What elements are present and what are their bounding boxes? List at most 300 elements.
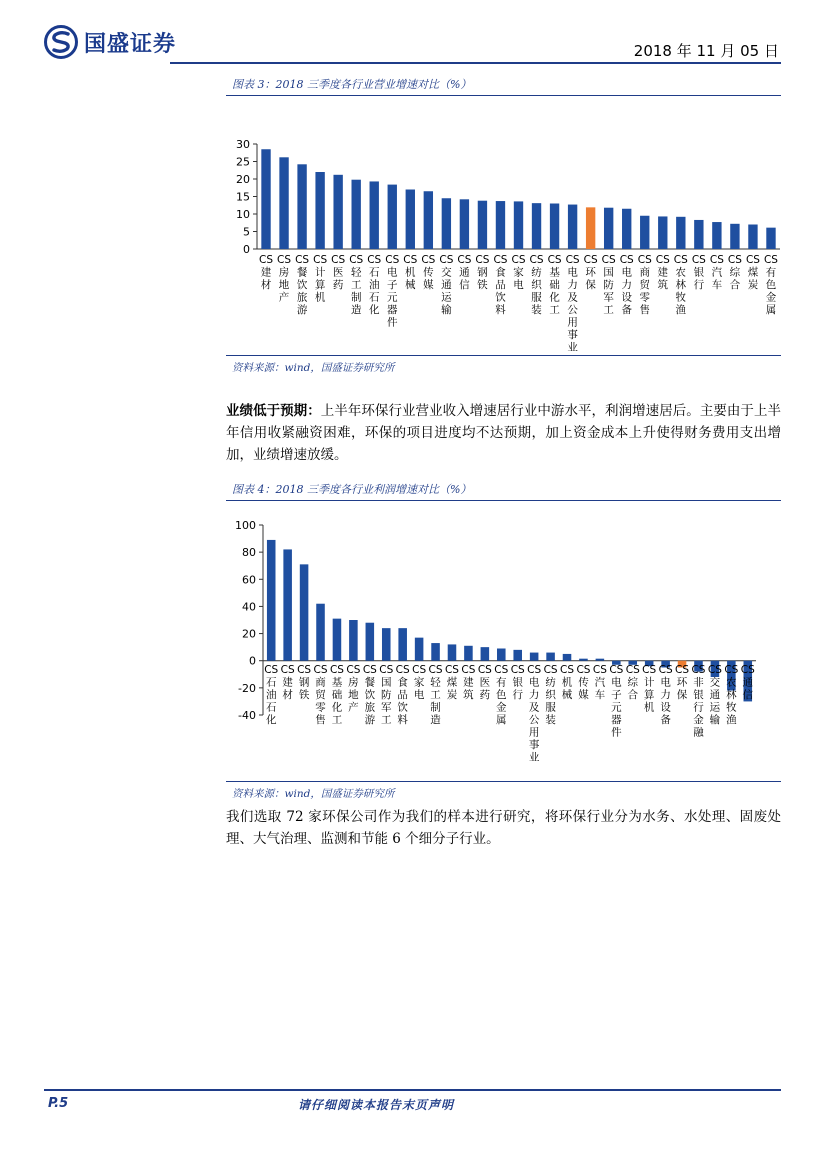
bar-19 bbox=[563, 654, 572, 661]
x-tick-char: 服 bbox=[545, 701, 556, 714]
x-tick-char: 地 bbox=[278, 279, 290, 291]
x-tick-char: 料 bbox=[495, 304, 506, 316]
x-tick-char: 林 bbox=[726, 689, 737, 701]
x-tick-char: 通 bbox=[459, 266, 470, 279]
x-tick-label bbox=[379, 664, 393, 726]
x-tick-label bbox=[656, 254, 670, 291]
x-tick-char: 电 bbox=[567, 266, 578, 279]
x-tick-char: CS bbox=[763, 254, 778, 266]
x-tick-char: 造 bbox=[350, 304, 362, 316]
x-tick-char: 公 bbox=[567, 304, 578, 316]
x-tick-char: CS bbox=[494, 664, 509, 676]
x-tick-char: 电 bbox=[611, 676, 622, 689]
bar-14 bbox=[496, 201, 505, 249]
x-tick-char: CS bbox=[691, 664, 706, 676]
x-tick-char: 轻 bbox=[350, 266, 362, 279]
x-tick-char: 综 bbox=[729, 266, 741, 279]
x-tick-char: 保 bbox=[676, 689, 688, 701]
x-tick-char: CS bbox=[280, 664, 295, 676]
x-tick-char: 家 bbox=[513, 266, 524, 279]
x-tick-char: 础 bbox=[549, 279, 560, 291]
x-tick-char: 工 bbox=[603, 304, 614, 316]
bar-10 bbox=[415, 638, 424, 661]
x-tick-char: 产 bbox=[278, 291, 290, 304]
x-tick-char: CS bbox=[560, 664, 575, 676]
x-tick-char: 防 bbox=[381, 689, 392, 701]
x-tick-char: 服 bbox=[531, 291, 542, 304]
x-tick-char: 装 bbox=[545, 714, 556, 726]
x-tick-label bbox=[439, 254, 453, 316]
x-tick-char: 合 bbox=[627, 689, 638, 701]
bar-1 bbox=[261, 149, 270, 249]
x-tick-char: CS bbox=[527, 664, 542, 676]
x-tick-char: 力 bbox=[528, 689, 540, 701]
x-tick-label bbox=[295, 254, 309, 316]
x-tick-char: 军 bbox=[381, 701, 392, 714]
x-tick-char: CS bbox=[412, 664, 427, 676]
x-tick-char: 力 bbox=[660, 689, 671, 701]
x-tick-char: 用 bbox=[528, 726, 540, 739]
x-tick-char: 色 bbox=[496, 689, 507, 701]
figure3-bottom-rule bbox=[226, 355, 781, 356]
x-tick-label bbox=[576, 664, 590, 701]
x-tick-char: CS bbox=[379, 664, 394, 676]
x-tick-char: CS bbox=[349, 254, 364, 266]
x-tick-char: 础 bbox=[331, 689, 343, 701]
x-tick-char: 基 bbox=[331, 676, 343, 689]
x-tick-label bbox=[764, 254, 778, 316]
x-tick-char: 事 bbox=[528, 739, 540, 751]
x-tick-char: 机 bbox=[314, 291, 326, 304]
x-tick-char: 算 bbox=[314, 279, 326, 291]
x-tick-char: 建 bbox=[463, 676, 474, 689]
x-tick-label bbox=[609, 664, 623, 739]
bar-11 bbox=[431, 643, 440, 661]
footer-divider bbox=[44, 1089, 781, 1091]
x-tick-char: 产 bbox=[348, 701, 359, 714]
x-tick-char: CS bbox=[295, 254, 310, 266]
x-tick-char: 业 bbox=[567, 341, 578, 354]
x-tick-char: 综 bbox=[627, 676, 638, 689]
x-tick-label bbox=[691, 664, 705, 739]
bar-19 bbox=[586, 207, 595, 249]
x-tick-label bbox=[475, 254, 489, 291]
y-tick-label: 100 bbox=[235, 519, 256, 532]
x-tick-char: 设 bbox=[621, 291, 632, 304]
x-tick-label bbox=[349, 254, 363, 316]
bar-3 bbox=[297, 164, 306, 249]
x-tick-char: 环 bbox=[676, 676, 688, 689]
x-tick-char: CS bbox=[331, 254, 346, 266]
y-tick-label: -20 bbox=[238, 681, 256, 695]
x-tick-label bbox=[396, 664, 410, 726]
x-tick-char: 建 bbox=[282, 676, 293, 689]
x-tick-char: 交 bbox=[441, 266, 452, 279]
x-tick-char: 汽 bbox=[594, 676, 606, 689]
x-tick-char: 零 bbox=[639, 291, 650, 304]
bar-9 bbox=[406, 190, 415, 250]
x-tick-char: 医 bbox=[479, 676, 491, 689]
x-tick-char: 军 bbox=[603, 291, 614, 304]
x-tick-char: 媒 bbox=[423, 279, 434, 291]
paragraph-sample: 我们选取 72 家环保公司作为我们的样本进行研究，将环保行业分为水务、水处理、固废处理、大气治理、监测和节能 6 个细分子行业。 bbox=[226, 809, 781, 847]
bar-13 bbox=[464, 646, 473, 661]
x-tick-label bbox=[363, 664, 377, 726]
x-tick-char: 电 bbox=[413, 689, 425, 701]
x-tick-label bbox=[692, 254, 706, 291]
x-tick-char: 石 bbox=[368, 291, 380, 304]
x-tick-char: 电 bbox=[387, 266, 398, 279]
bar-1 bbox=[267, 540, 276, 661]
x-tick-label bbox=[429, 664, 443, 726]
x-tick-char: 煤 bbox=[747, 266, 759, 279]
x-tick-char: 备 bbox=[621, 304, 632, 316]
x-tick-label bbox=[314, 664, 328, 726]
bar-13 bbox=[478, 201, 487, 249]
x-tick-char: 及 bbox=[567, 291, 578, 304]
footer-disclaimer: 请仔细阅读本报告末页声明 bbox=[298, 1098, 455, 1112]
x-tick-label bbox=[593, 664, 607, 701]
x-tick-label bbox=[259, 254, 273, 291]
x-tick-char: CS bbox=[642, 664, 657, 676]
y-tick-label: 80 bbox=[242, 546, 256, 560]
bar-5 bbox=[333, 619, 342, 661]
x-tick-label bbox=[560, 664, 574, 701]
bar-6 bbox=[349, 620, 358, 661]
x-tick-char: 工 bbox=[331, 714, 343, 726]
profit-growth-chart bbox=[226, 515, 781, 780]
x-tick-label bbox=[331, 254, 345, 291]
figure4-source: 资料来源：wind，国盛证券研究所 bbox=[232, 788, 395, 800]
x-tick-char: CS bbox=[724, 664, 739, 676]
bar-20 bbox=[604, 208, 613, 249]
x-tick-char: 车 bbox=[711, 279, 723, 291]
x-tick-char: CS bbox=[745, 254, 760, 266]
x-tick-char: 饮 bbox=[495, 291, 506, 304]
x-tick-char: 家 bbox=[413, 676, 425, 689]
x-tick-char: 售 bbox=[639, 304, 650, 316]
x-tick-label bbox=[385, 254, 399, 329]
x-tick-char: 非 bbox=[693, 676, 704, 689]
x-tick-char: 炭 bbox=[446, 689, 458, 701]
x-tick-char: 食 bbox=[397, 676, 408, 689]
bar-10 bbox=[424, 191, 433, 249]
x-tick-char: 计 bbox=[314, 266, 326, 279]
x-tick-char: 售 bbox=[315, 714, 326, 726]
x-tick-label bbox=[728, 254, 742, 291]
x-tick-char: 国 bbox=[381, 676, 392, 689]
bar-8 bbox=[382, 628, 391, 661]
x-tick-char: 合 bbox=[729, 279, 741, 291]
x-tick-label bbox=[493, 254, 507, 316]
x-tick-label bbox=[367, 254, 381, 316]
x-tick-label bbox=[421, 254, 435, 291]
x-tick-char: 医 bbox=[332, 266, 344, 279]
bar-20 bbox=[579, 659, 588, 661]
x-tick-char: 运 bbox=[441, 291, 452, 304]
x-tick-char: 事 bbox=[567, 329, 578, 341]
x-tick-char: 钢 bbox=[477, 266, 488, 279]
x-tick-char: 力 bbox=[621, 279, 632, 291]
x-tick-char: 公 bbox=[528, 714, 540, 726]
x-tick-char: 通 bbox=[709, 689, 721, 701]
bar-9 bbox=[398, 628, 407, 661]
x-tick-char: 纺 bbox=[545, 676, 556, 689]
x-tick-char: CS bbox=[439, 254, 454, 266]
x-tick-char: CS bbox=[609, 664, 624, 676]
x-tick-label bbox=[527, 664, 541, 764]
x-tick-char: 建 bbox=[260, 266, 272, 279]
x-tick-char: 商 bbox=[639, 266, 650, 279]
x-tick-char: 通 bbox=[441, 279, 452, 291]
report-date: 2018 年 11 月 05 日 bbox=[633, 42, 779, 60]
x-tick-char: 渔 bbox=[675, 304, 687, 316]
x-tick-char: 业 bbox=[528, 751, 540, 764]
x-tick-char: 元 bbox=[387, 291, 398, 304]
x-tick-char: 子 bbox=[611, 689, 622, 701]
x-tick-char: CS bbox=[673, 254, 688, 266]
y-tick-label: 5 bbox=[243, 225, 250, 239]
x-tick-label bbox=[724, 664, 738, 726]
bar-21 bbox=[622, 209, 631, 249]
x-tick-char: CS bbox=[475, 254, 490, 266]
x-tick-label bbox=[544, 664, 558, 726]
x-tick-char: 药 bbox=[332, 279, 344, 291]
x-tick-label bbox=[457, 254, 471, 291]
x-tick-char: 电 bbox=[621, 266, 632, 279]
y-tick-label: 15 bbox=[236, 190, 250, 204]
x-tick-char: 旅 bbox=[364, 701, 376, 714]
x-tick-char: 饮 bbox=[364, 689, 376, 701]
x-tick-label bbox=[281, 664, 295, 701]
brand-logo bbox=[44, 22, 176, 62]
x-tick-char: 媒 bbox=[578, 689, 589, 701]
x-tick-char: CS bbox=[655, 254, 670, 266]
x-tick-char: CS bbox=[346, 664, 361, 676]
x-tick-char: 料 bbox=[397, 714, 408, 726]
x-tick-char: CS bbox=[461, 664, 476, 676]
x-tick-char: CS bbox=[543, 664, 558, 676]
y-tick-label: 25 bbox=[236, 155, 250, 169]
paragraph-lead: 业绩低于预期： bbox=[226, 403, 321, 419]
x-tick-char: CS bbox=[583, 254, 598, 266]
x-tick-char: CS bbox=[421, 254, 436, 266]
x-tick-char: 品 bbox=[495, 279, 506, 291]
x-tick-char: 石 bbox=[368, 266, 380, 279]
x-tick-char: 铁 bbox=[298, 689, 310, 701]
x-tick-label bbox=[710, 254, 724, 291]
x-tick-label bbox=[264, 664, 278, 726]
x-tick-label bbox=[403, 254, 417, 291]
x-tick-char: CS bbox=[444, 664, 459, 676]
x-tick-label bbox=[330, 664, 344, 726]
bar-5 bbox=[333, 175, 342, 249]
x-tick-char: 制 bbox=[430, 701, 441, 714]
x-tick-char: 保 bbox=[585, 279, 596, 291]
x-tick-char: 信 bbox=[459, 279, 470, 291]
bar-27 bbox=[730, 224, 739, 249]
bar-2 bbox=[283, 549, 292, 660]
x-tick-char: 农 bbox=[675, 266, 687, 279]
x-tick-char: 国 bbox=[603, 266, 614, 279]
bar-16 bbox=[532, 203, 541, 249]
x-tick-char: 筑 bbox=[657, 279, 669, 291]
y-tick-label: 30 bbox=[236, 138, 250, 151]
x-tick-char: 子 bbox=[387, 279, 398, 291]
figure4-bottom-rule bbox=[226, 781, 781, 782]
x-tick-char: 渔 bbox=[726, 714, 737, 726]
x-tick-char: 化 bbox=[549, 291, 560, 304]
x-tick-char: 饮 bbox=[296, 279, 308, 291]
revenue-growth-chart bbox=[226, 130, 781, 355]
x-tick-char: 环 bbox=[585, 266, 596, 279]
x-tick-char: 炭 bbox=[747, 279, 759, 291]
x-tick-char: CS bbox=[477, 664, 492, 676]
x-tick-label bbox=[620, 254, 634, 316]
x-tick-char: 药 bbox=[479, 689, 491, 701]
figure3-source: 资料来源：wind，国盛证券研究所 bbox=[232, 362, 395, 374]
x-tick-char: 化 bbox=[265, 714, 277, 726]
y-tick-label: 40 bbox=[242, 600, 256, 614]
x-tick-char: 有 bbox=[765, 266, 777, 279]
x-tick-char: 设 bbox=[660, 701, 671, 714]
x-tick-label bbox=[566, 254, 580, 354]
figure4-caption: 图表 4：2018 三季度各行业利润增速对比（%） bbox=[232, 483, 472, 496]
x-tick-char: CS bbox=[658, 664, 673, 676]
x-tick-char: CS bbox=[510, 664, 525, 676]
x-tick-char: 银 bbox=[512, 676, 523, 689]
x-tick-char: CS bbox=[547, 254, 562, 266]
bar-6 bbox=[352, 180, 361, 249]
x-tick-char: 铁 bbox=[477, 279, 488, 291]
bar-29 bbox=[766, 228, 775, 249]
bar-11 bbox=[442, 198, 451, 249]
bar-26 bbox=[712, 222, 721, 249]
bar-17 bbox=[550, 204, 559, 250]
x-tick-char: 机 bbox=[405, 266, 416, 279]
x-tick-char: 件 bbox=[387, 316, 398, 329]
x-tick-label bbox=[584, 254, 598, 291]
x-tick-char: CS bbox=[709, 254, 724, 266]
x-tick-char: 运 bbox=[709, 701, 721, 714]
x-tick-char: 传 bbox=[578, 676, 589, 689]
x-tick-label bbox=[511, 664, 525, 701]
x-tick-label bbox=[638, 254, 652, 316]
x-tick-char: CS bbox=[297, 664, 312, 676]
bar-4 bbox=[315, 172, 324, 249]
x-tick-char: 色 bbox=[765, 279, 777, 291]
x-tick-label bbox=[512, 254, 526, 291]
x-tick-char: 金 bbox=[496, 701, 507, 714]
x-tick-char: 织 bbox=[531, 279, 542, 291]
x-tick-label bbox=[675, 664, 689, 701]
bar-18 bbox=[568, 205, 577, 249]
x-tick-char: 石 bbox=[265, 701, 277, 714]
x-tick-char: 机 bbox=[643, 701, 655, 714]
x-tick-char: 煤 bbox=[446, 676, 458, 689]
x-tick-char: 材 bbox=[260, 279, 272, 291]
x-tick-label bbox=[659, 664, 673, 726]
x-tick-label bbox=[708, 664, 722, 726]
bar-12 bbox=[448, 644, 457, 660]
x-tick-char: 行 bbox=[512, 689, 523, 701]
x-tick-char: 房 bbox=[348, 676, 359, 689]
y-tick-label: -40 bbox=[238, 709, 256, 722]
x-tick-char: 车 bbox=[594, 689, 606, 701]
x-tick-char: 旅 bbox=[296, 291, 308, 304]
x-tick-char: 备 bbox=[660, 714, 671, 726]
bar-22 bbox=[640, 216, 649, 249]
x-tick-char: 有 bbox=[496, 676, 507, 689]
x-tick-char: 防 bbox=[603, 279, 614, 291]
x-tick-char: CS bbox=[313, 254, 328, 266]
x-tick-char: 工 bbox=[381, 714, 392, 726]
x-tick-char: 件 bbox=[611, 726, 622, 739]
x-tick-char: CS bbox=[313, 664, 328, 676]
x-tick-char: 银 bbox=[693, 689, 704, 701]
bar-14 bbox=[481, 647, 490, 661]
figure3-caption: 图表 3：2018 三季度各行业营业增速对比（%） bbox=[232, 78, 472, 91]
bar-15 bbox=[514, 201, 523, 249]
x-tick-char: 银 bbox=[693, 266, 705, 279]
x-tick-char: 钢 bbox=[298, 676, 310, 689]
bar-3 bbox=[300, 564, 309, 660]
x-tick-label bbox=[461, 664, 475, 701]
y-tick-label: 20 bbox=[236, 173, 250, 186]
x-tick-char: 行 bbox=[693, 701, 704, 714]
logo-text: 国盛证券 bbox=[84, 31, 177, 57]
x-tick-char: 械 bbox=[561, 689, 573, 701]
x-tick-char: 餐 bbox=[364, 676, 376, 689]
x-tick-label bbox=[674, 254, 688, 316]
x-tick-label bbox=[642, 664, 656, 714]
bar-28 bbox=[748, 225, 757, 250]
x-tick-char: 工 bbox=[430, 689, 441, 701]
bar-23 bbox=[658, 216, 667, 249]
x-tick-char: CS bbox=[259, 254, 274, 266]
x-tick-char: 纺 bbox=[531, 266, 542, 279]
x-tick-char: CS bbox=[457, 254, 472, 266]
bar-18 bbox=[546, 653, 555, 661]
header-divider bbox=[170, 62, 781, 64]
x-tick-char: 算 bbox=[643, 689, 655, 701]
x-tick-char: CS bbox=[367, 254, 382, 266]
x-tick-char: 游 bbox=[296, 304, 308, 316]
x-tick-char: CS bbox=[619, 254, 634, 266]
y-tick-label: 60 bbox=[242, 573, 256, 587]
x-tick-char: 输 bbox=[709, 714, 721, 726]
x-tick-char: 油 bbox=[265, 689, 277, 701]
x-tick-char: 交 bbox=[709, 676, 721, 689]
x-tick-char: 计 bbox=[643, 676, 655, 689]
x-tick-char: 饮 bbox=[397, 701, 408, 714]
x-tick-char: 牧 bbox=[675, 291, 687, 304]
x-tick-label bbox=[313, 254, 327, 304]
x-tick-char: 材 bbox=[282, 689, 293, 701]
x-tick-char: 餐 bbox=[296, 266, 308, 279]
x-tick-char: 械 bbox=[405, 279, 416, 291]
x-tick-char: 贸 bbox=[315, 689, 326, 701]
x-tick-char: CS bbox=[529, 254, 544, 266]
x-tick-char: CS bbox=[637, 254, 652, 266]
x-tick-char: 及 bbox=[528, 701, 540, 714]
y-tick-label: 20 bbox=[242, 627, 256, 641]
x-tick-char: 游 bbox=[364, 714, 376, 726]
x-tick-char: 石 bbox=[265, 676, 277, 689]
x-tick-char: 通 bbox=[742, 676, 754, 689]
x-tick-char: 金 bbox=[693, 714, 704, 726]
x-tick-char: 汽 bbox=[711, 266, 723, 279]
